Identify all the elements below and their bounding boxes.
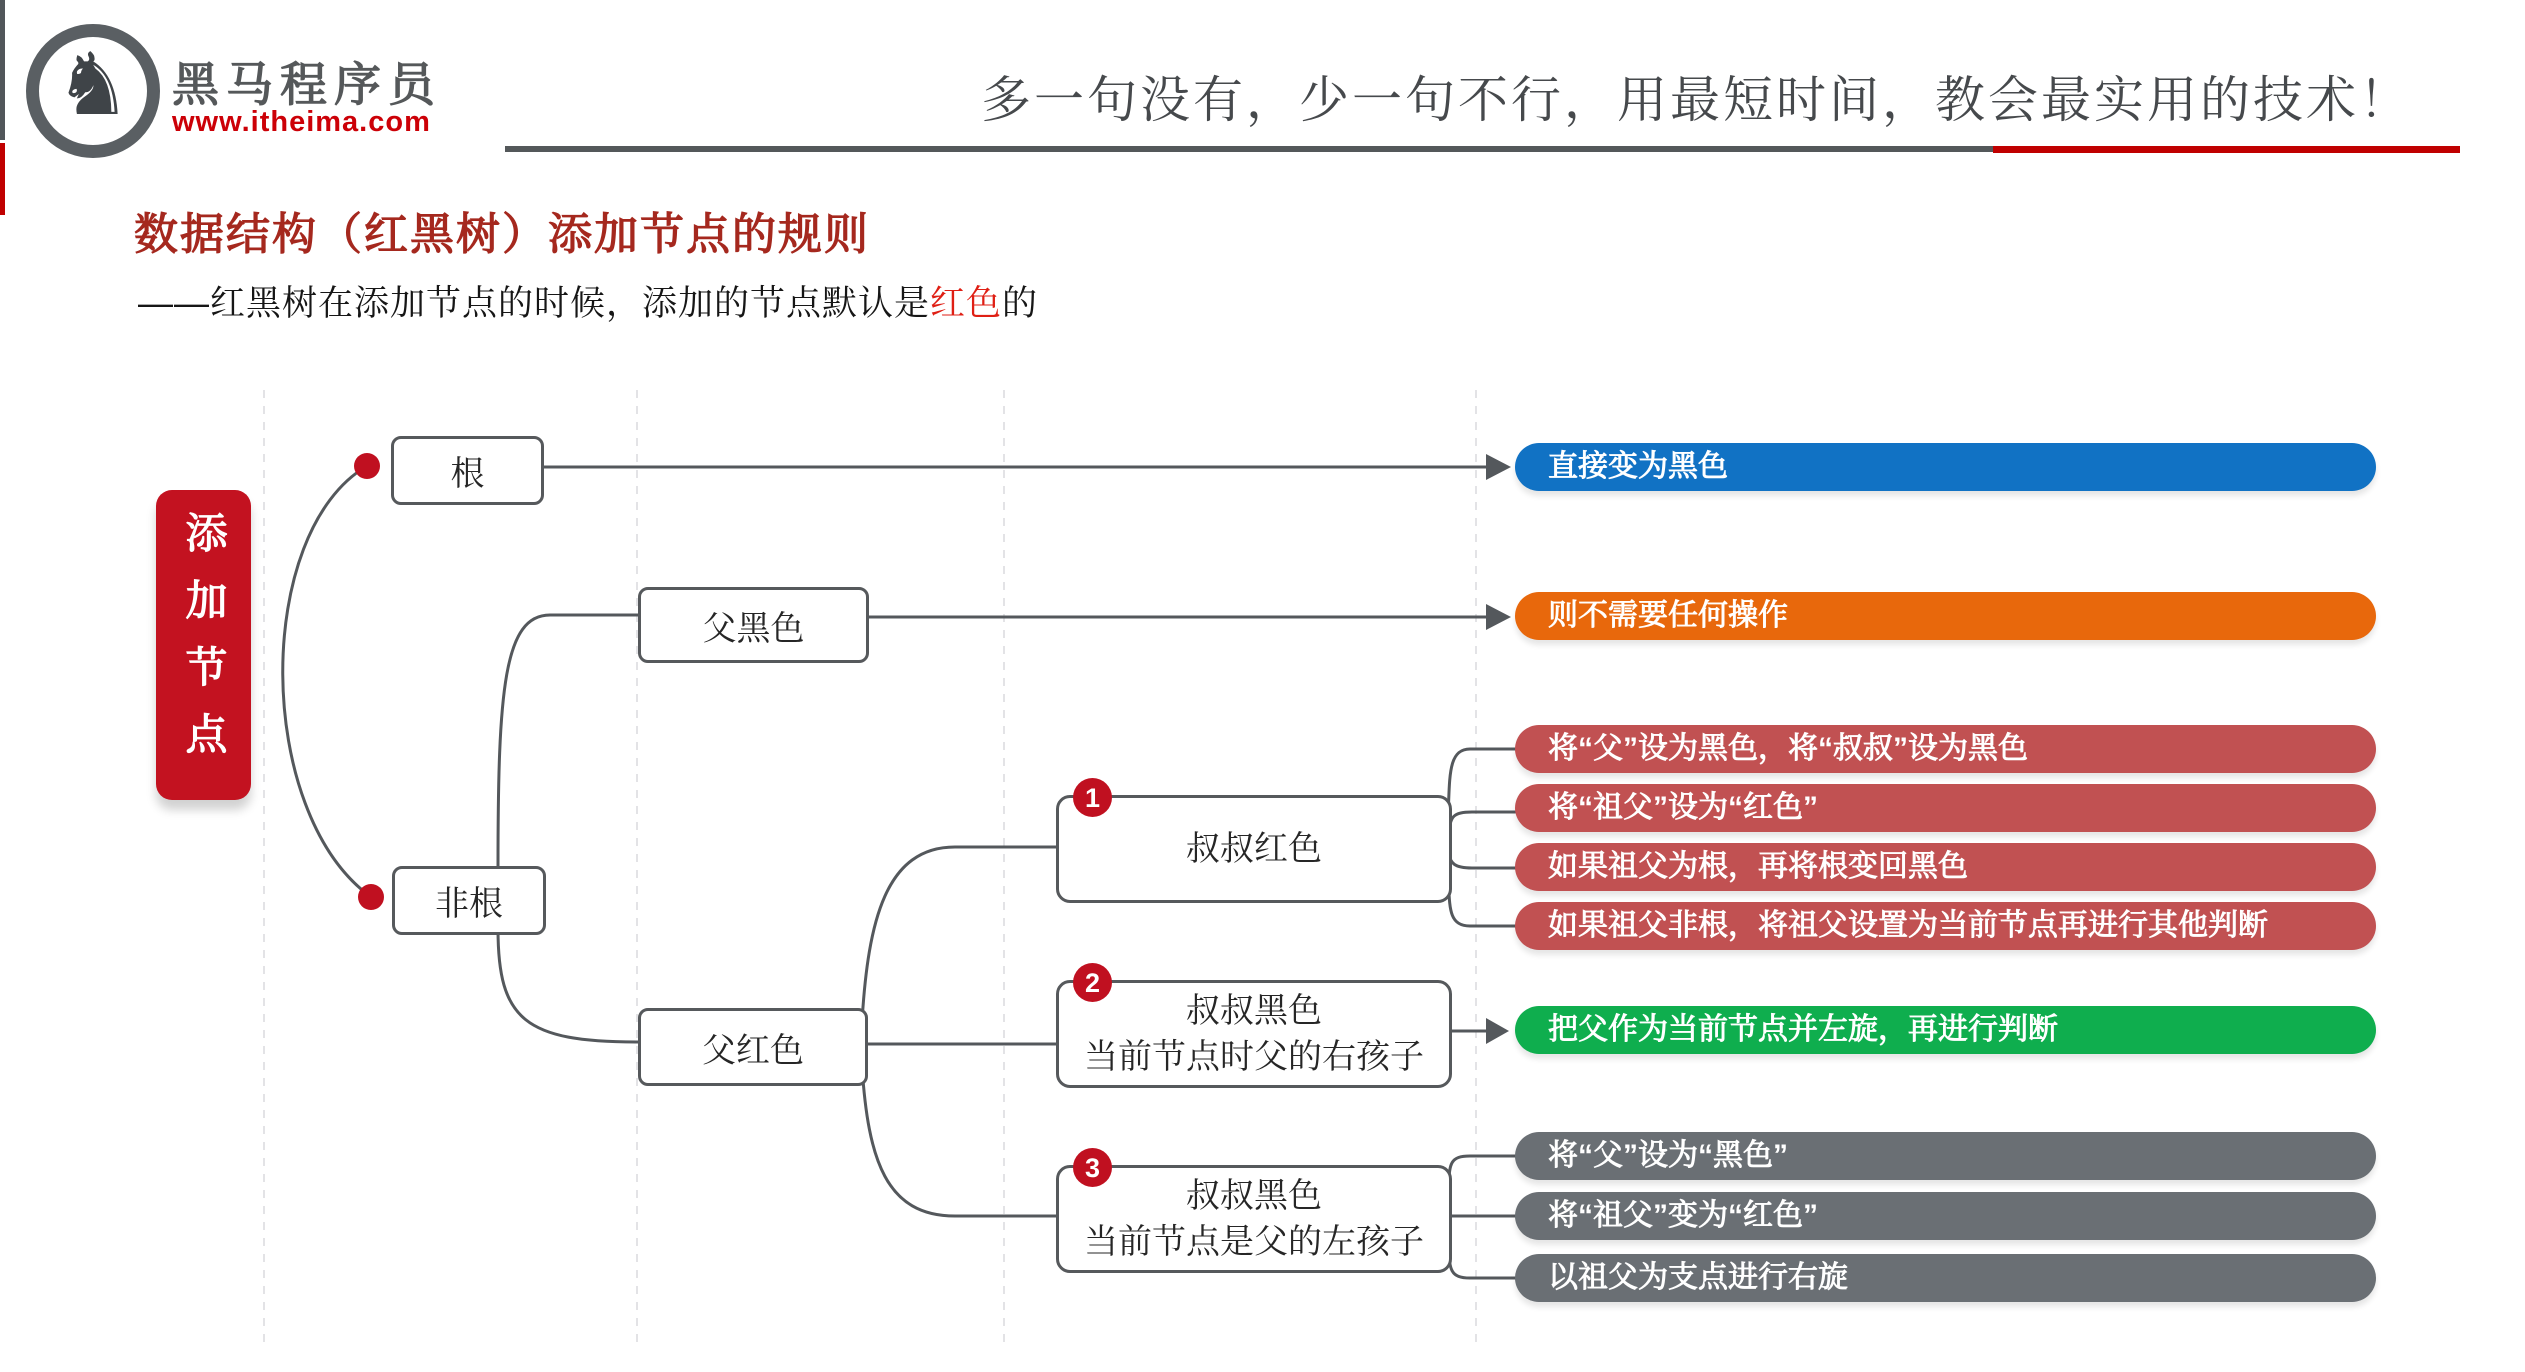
node-uncle-black-left-title: 叔叔黑色 — [1186, 1177, 1322, 1215]
branch-dot-top — [354, 453, 380, 479]
edge-case1-a2 — [1446, 812, 1515, 845]
action-uncle-red-4: 如果祖父非根，将祖父设置为当前节点再进行其他判断 — [1515, 902, 2376, 950]
page-title: 数据结构（红黑树）添加节点的规则 — [134, 210, 870, 259]
action-uncle-black-left-2: 将“祖父”变为“红色” — [1515, 1192, 2376, 1240]
node-parent-red-label: 父红色 — [702, 1031, 804, 1070]
edge-case1-a1 — [1446, 749, 1515, 842]
node-uncle-black-left-subtitle: 当前节点是父的左孩子 — [1084, 1223, 1424, 1261]
node-uncle-black-right-subtitle: 当前节点时父的右孩子 — [1084, 1038, 1424, 1076]
itheima-logo — [26, 24, 160, 158]
node-uncle-red — [1056, 782, 1452, 903]
edge-case1-a4 — [1446, 852, 1515, 926]
action-uncle-black-left-1: 将“父”设为“黑色” — [1515, 1132, 2376, 1180]
left-edge-red-bar — [0, 143, 5, 215]
node-parent-black — [638, 587, 869, 663]
node-parent-black-label: 父黑色 — [702, 609, 805, 648]
badge-1: 1 — [1073, 778, 1112, 817]
node-root-label: 根 — [450, 455, 485, 493]
edge-case3-a3 — [1446, 1220, 1515, 1278]
node-uncle-red-title: 叔叔红色 — [1186, 830, 1322, 868]
header-rule-red — [1993, 146, 2460, 153]
node-uncle-black-right — [1056, 967, 1452, 1088]
brand-name: 黑马程序员 — [172, 58, 442, 111]
branch-dot-bottom — [358, 884, 384, 910]
header-rule-gray — [505, 146, 1993, 152]
node-nonroot-label: 非根 — [435, 885, 503, 923]
badge-2: 2 — [1073, 963, 1112, 1002]
action-uncle-black-right: 把父作为当前节点并左旋，再进行判断 — [1515, 1006, 2376, 1054]
action-uncle-red-1: 将“父”设为黑色，将“叔叔”设为黑色 — [1515, 725, 2376, 773]
edge-case3-a1 — [1446, 1156, 1515, 1212]
header-slogan: 多一句没有，少一句不行，用最短时间，教会最实用的技术！ — [981, 71, 2412, 129]
edge-case1-a3 — [1446, 849, 1515, 868]
arrowhead-pblack — [1486, 604, 1511, 630]
node-parent-red — [638, 1008, 868, 1086]
action-uncle-red-3: 如果祖父为根，再将根变回黑色 — [1515, 843, 2376, 891]
arrowhead-case2 — [1486, 1018, 1509, 1044]
action-uncle-red-2: 将“祖父”设为“红色” — [1515, 784, 2376, 832]
horse-icon: ♞ — [54, 37, 132, 133]
add-node-root-box — [156, 490, 251, 800]
node-uncle-black-left — [1056, 1152, 1452, 1273]
node-uncle-black-right-title: 叔叔黑色 — [1186, 992, 1322, 1030]
brand-url: www.itheima.com — [172, 106, 431, 138]
add-node-label: 添加节点 — [180, 511, 228, 779]
subtitle-suffix: 的 — [1002, 284, 1039, 323]
page-subtitle — [138, 276, 1038, 326]
left-edge-dark-bar — [0, 0, 5, 140]
action-root: 直接变为黑色 — [1515, 443, 2376, 491]
node-root — [391, 436, 544, 505]
node-nonroot — [392, 866, 546, 935]
subtitle-highlight: 红色 — [930, 284, 1003, 323]
edge-addnode-brace — [283, 466, 371, 897]
action-uncle-black-left-3: 以祖父为支点进行右旋 — [1515, 1254, 2376, 1302]
edge-nonroot-to-pred — [498, 929, 638, 1042]
action-parent-black: 则不需要任何操作 — [1515, 592, 2376, 640]
subtitle-prefix: ——红黑树在添加节点的时候，添加的节点默认是 — [138, 284, 931, 323]
edge-pred-to-case1 — [862, 847, 1056, 1022]
arrowhead-root — [1486, 454, 1511, 480]
edge-pred-to-case3 — [862, 1066, 1056, 1216]
badge-3: 3 — [1073, 1148, 1112, 1187]
edge-nonroot-to-pblack — [498, 615, 638, 866]
